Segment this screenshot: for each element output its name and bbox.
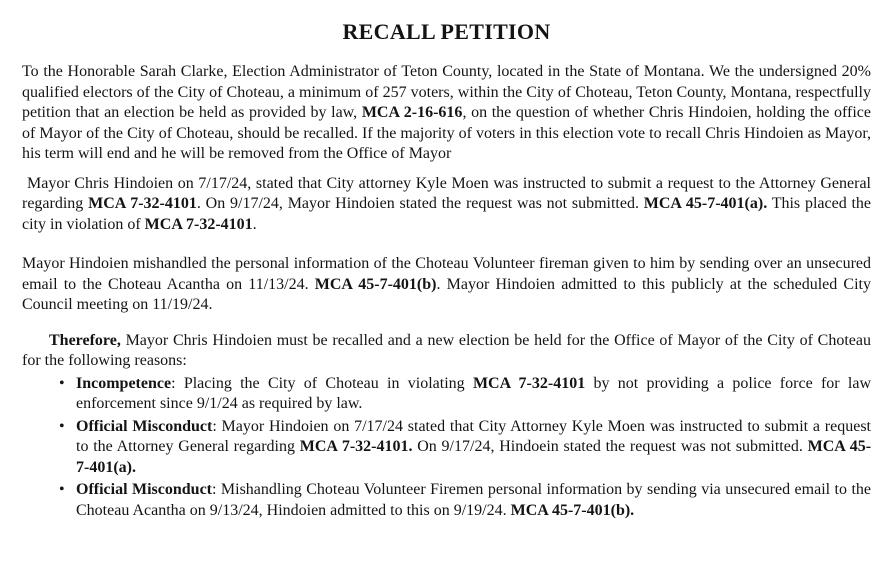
text-run: Mayor Hindoien mishandled the personal information of the Choteau Volunteer fireman given to him by sending over an unsecured email to the Choteau Acantha on 11/13/24. <box>22 255 871 293</box>
text-run: . On 9/17/24, Mayor Hindoien stated the request was not submitted. <box>196 195 644 212</box>
text-run: MCA 7-32-4101 <box>88 195 197 212</box>
paragraph-allegation-attorney-general <box>22 174 871 236</box>
text-run: : Placing the City of Choteau in violating <box>171 374 473 392</box>
bullet-item-official-misconduct-1 <box>22 417 871 479</box>
text-run: Incompetence <box>76 374 172 392</box>
text-run: MCA 45-7-401(a). <box>76 438 872 476</box>
text-run: MCA 7-32-4101. <box>299 438 413 455</box>
text-run: : Mishandling Choteau Volunteer Firemen personal information by sending via unsecured email to the Choteau Acantha on 9/13/24, Hindoien admitted to this on 9/19/24. <box>76 481 871 519</box>
text-run: MCA 45-7-401(a). <box>643 195 768 212</box>
text-run: , on the question of whether Chris Hindoien, holding the office of Mayor of the City of Choteau, should be recalled. If the majority of voters in this election vote to recall Chris Hindoien as Mayor, his term will end and he will be removed from the Office of Mayor <box>22 104 872 162</box>
document-title: RECALL PETITION <box>342 19 551 44</box>
text-run: . <box>252 215 257 233</box>
text-run: On 9/17/24, Hindoein stated the request was not submitted. <box>412 438 808 455</box>
bullet-text-official-misconduct-2 <box>76 481 871 519</box>
text-run: This placed the city in violation of <box>22 195 872 233</box>
text-run: Therefore, <box>49 331 121 349</box>
text-run: Mayor Chris Hindoien on 7/17/24, stated that City attorney Kyle Moen was instructed to submit a request to the Attorney General regarding <box>22 174 871 212</box>
bullet-text-official-misconduct-1 <box>76 418 871 476</box>
text-run: MCA 2-16-616 <box>361 104 463 121</box>
bullet-item-incompetence <box>22 374 871 415</box>
text-run: MCA 45-7-401(b). <box>510 501 635 519</box>
text-run: To the Honorable Sarah Clarke, Election Administrator of Teton County, located in the State of Montana. We the undersigned 20% qualified electors of the City of Choteau, a minimum of 257 voters, within the City of Choteau, Teton County, Montana, respectfully petition that an election be held as provided by law, <box>22 63 871 121</box>
paragraph-allegation-personal-information <box>22 254 871 316</box>
text-run: : Mayor Hindoien on 7/17/24 stated that City Attorney Kyle Moen was instructed to submit a request to the Attorney General regarding <box>76 417 871 455</box>
text-run: by not providing a police force for law enforcement since 9/1/24 as required by law. <box>76 374 872 412</box>
text-run: Official Misconduct <box>76 481 212 498</box>
bullet-icon: • <box>59 481 65 498</box>
text-run: MCA 7-32-4101 <box>472 374 586 392</box>
bullet-text-incompetence <box>76 375 871 413</box>
bullet-icon: • <box>59 417 65 435</box>
paragraph-intro <box>22 62 871 165</box>
paragraph-therefore <box>22 331 871 372</box>
text-run: Official Misconduct <box>76 417 213 435</box>
bullet-item-official-misconduct-2 <box>22 480 871 521</box>
text-run: . Mayor Hindoien admitted to this publicly at the scheduled City Council meeting on 11/19/24. <box>22 275 871 313</box>
reasons-bullet-list <box>22 374 871 522</box>
text-run: Mayor Chris Hindoien must be recalled and a new election be held for the Office of Mayor of the City of Choteau for the following reasons: <box>22 331 871 369</box>
text-run: MCA 7-32-4101 <box>144 215 253 233</box>
text-run: MCA 45-7-401(b) <box>314 275 437 293</box>
bullet-icon: • <box>59 374 65 392</box>
